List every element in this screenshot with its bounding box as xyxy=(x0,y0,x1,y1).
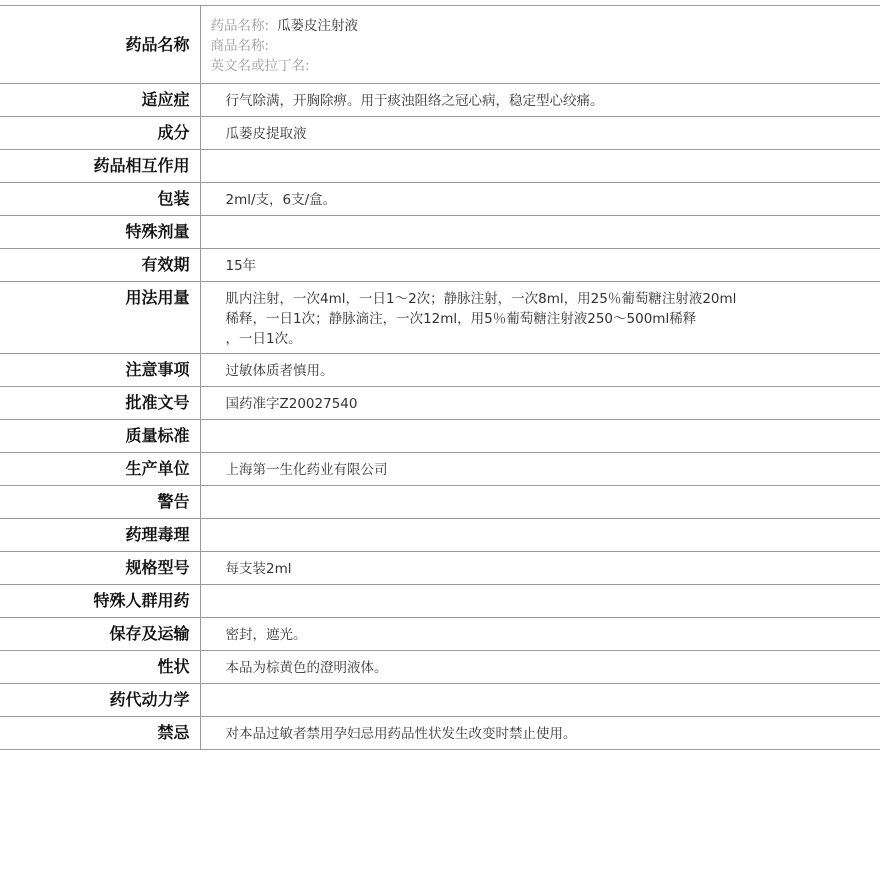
row-label: 性状 xyxy=(0,651,200,684)
row-label: 包装 xyxy=(0,183,200,216)
row-appearance xyxy=(0,651,880,684)
row-value xyxy=(200,216,880,249)
row-value: 行气除满，开胸除痹。用于痰浊阻络之冠心病，稳定型心绞痛。 xyxy=(225,93,604,109)
row-ingredients xyxy=(0,117,880,150)
row-approval-number xyxy=(0,387,880,420)
row-storage-transport xyxy=(0,618,880,651)
row-label: 注意事项 xyxy=(0,354,200,387)
dosage-line: 肌内注射，一次4ml，一日1～2次；静脉注射，一次8ml，用25％葡萄糖注射液20ml xyxy=(225,291,737,307)
row-value: 每支装2ml xyxy=(225,561,292,577)
row-indications xyxy=(0,84,880,117)
row-label: 药品相互作用 xyxy=(0,150,200,183)
dosage-line: ，一日1次。 xyxy=(225,331,302,347)
row-special-dosage xyxy=(0,216,880,249)
row-label: 药理毒理 xyxy=(0,519,200,552)
row-value: 15年 xyxy=(225,258,257,274)
row-value xyxy=(200,519,880,552)
row-contraindications xyxy=(0,717,880,750)
row-label: 特殊人群用药 xyxy=(0,585,200,618)
row-value xyxy=(200,486,880,519)
row-special-populations xyxy=(0,585,880,618)
row-label: 批准文号 xyxy=(0,387,200,420)
row-value: 对本品过敏者禁用孕妇忌用药品性状发生改变时禁止使用。 xyxy=(225,726,577,742)
row-value: 上海第一生化药业有限公司 xyxy=(225,462,388,478)
latin-name-line xyxy=(211,56,871,76)
row-dosage-usage xyxy=(0,282,880,354)
generic-name-key: 药品名称: xyxy=(210,18,270,34)
row-pharmacokinetics xyxy=(0,684,880,717)
row-value xyxy=(200,282,880,354)
row-label: 特殊剂量 xyxy=(0,216,200,249)
row-value: 国药准字Z20027540 xyxy=(225,396,358,412)
row-label: 适应症 xyxy=(0,84,200,117)
row-value: 2ml/支，6支/盒。 xyxy=(225,192,337,208)
row-label: 药品名称 xyxy=(0,6,200,84)
row-value xyxy=(200,150,880,183)
generic-name-line xyxy=(211,16,871,36)
row-label: 有效期 xyxy=(0,249,200,282)
row-value: 瓜蒌皮提取液 xyxy=(225,126,307,142)
latin-name-key: 英文名或拉丁名: xyxy=(210,58,310,74)
row-value: 密封，遮光。 xyxy=(225,627,307,643)
row-label: 保存及运输 xyxy=(0,618,200,651)
row-packaging xyxy=(0,183,880,216)
row-manufacturer xyxy=(0,453,880,486)
row-value: 过敏体质者慎用。 xyxy=(225,363,334,379)
row-specification xyxy=(0,552,880,585)
row-shelf-life xyxy=(0,249,880,282)
row-drug-interactions xyxy=(0,150,880,183)
row-precautions xyxy=(0,354,880,387)
row-value xyxy=(200,585,880,618)
row-value xyxy=(200,684,880,717)
row-label: 生产单位 xyxy=(0,453,200,486)
generic-name-value: 瓜蒌皮注射液 xyxy=(277,18,359,34)
drug-spec-table xyxy=(0,5,880,750)
row-label: 质量标准 xyxy=(0,420,200,453)
dosage-line: 稀释，一日1次；静脉滴注，一次12ml，用5％葡萄糖注射液250～500ml稀释 xyxy=(225,311,697,327)
row-drug-name xyxy=(0,6,880,84)
row-value xyxy=(200,420,880,453)
row-label: 药代动力学 xyxy=(0,684,200,717)
row-label: 成分 xyxy=(0,117,200,150)
row-label: 警告 xyxy=(0,486,200,519)
row-quality-standard xyxy=(0,420,880,453)
row-label: 规格型号 xyxy=(0,552,200,585)
row-label: 用法用量 xyxy=(0,282,200,354)
trade-name-line xyxy=(211,36,871,56)
trade-name-key: 商品名称: xyxy=(210,38,270,54)
row-warning xyxy=(0,486,880,519)
row-pharmacology xyxy=(0,519,880,552)
row-label: 禁忌 xyxy=(0,717,200,750)
row-value: 本品为棕黄色的澄明液体。 xyxy=(225,660,388,676)
row-value xyxy=(200,6,880,84)
